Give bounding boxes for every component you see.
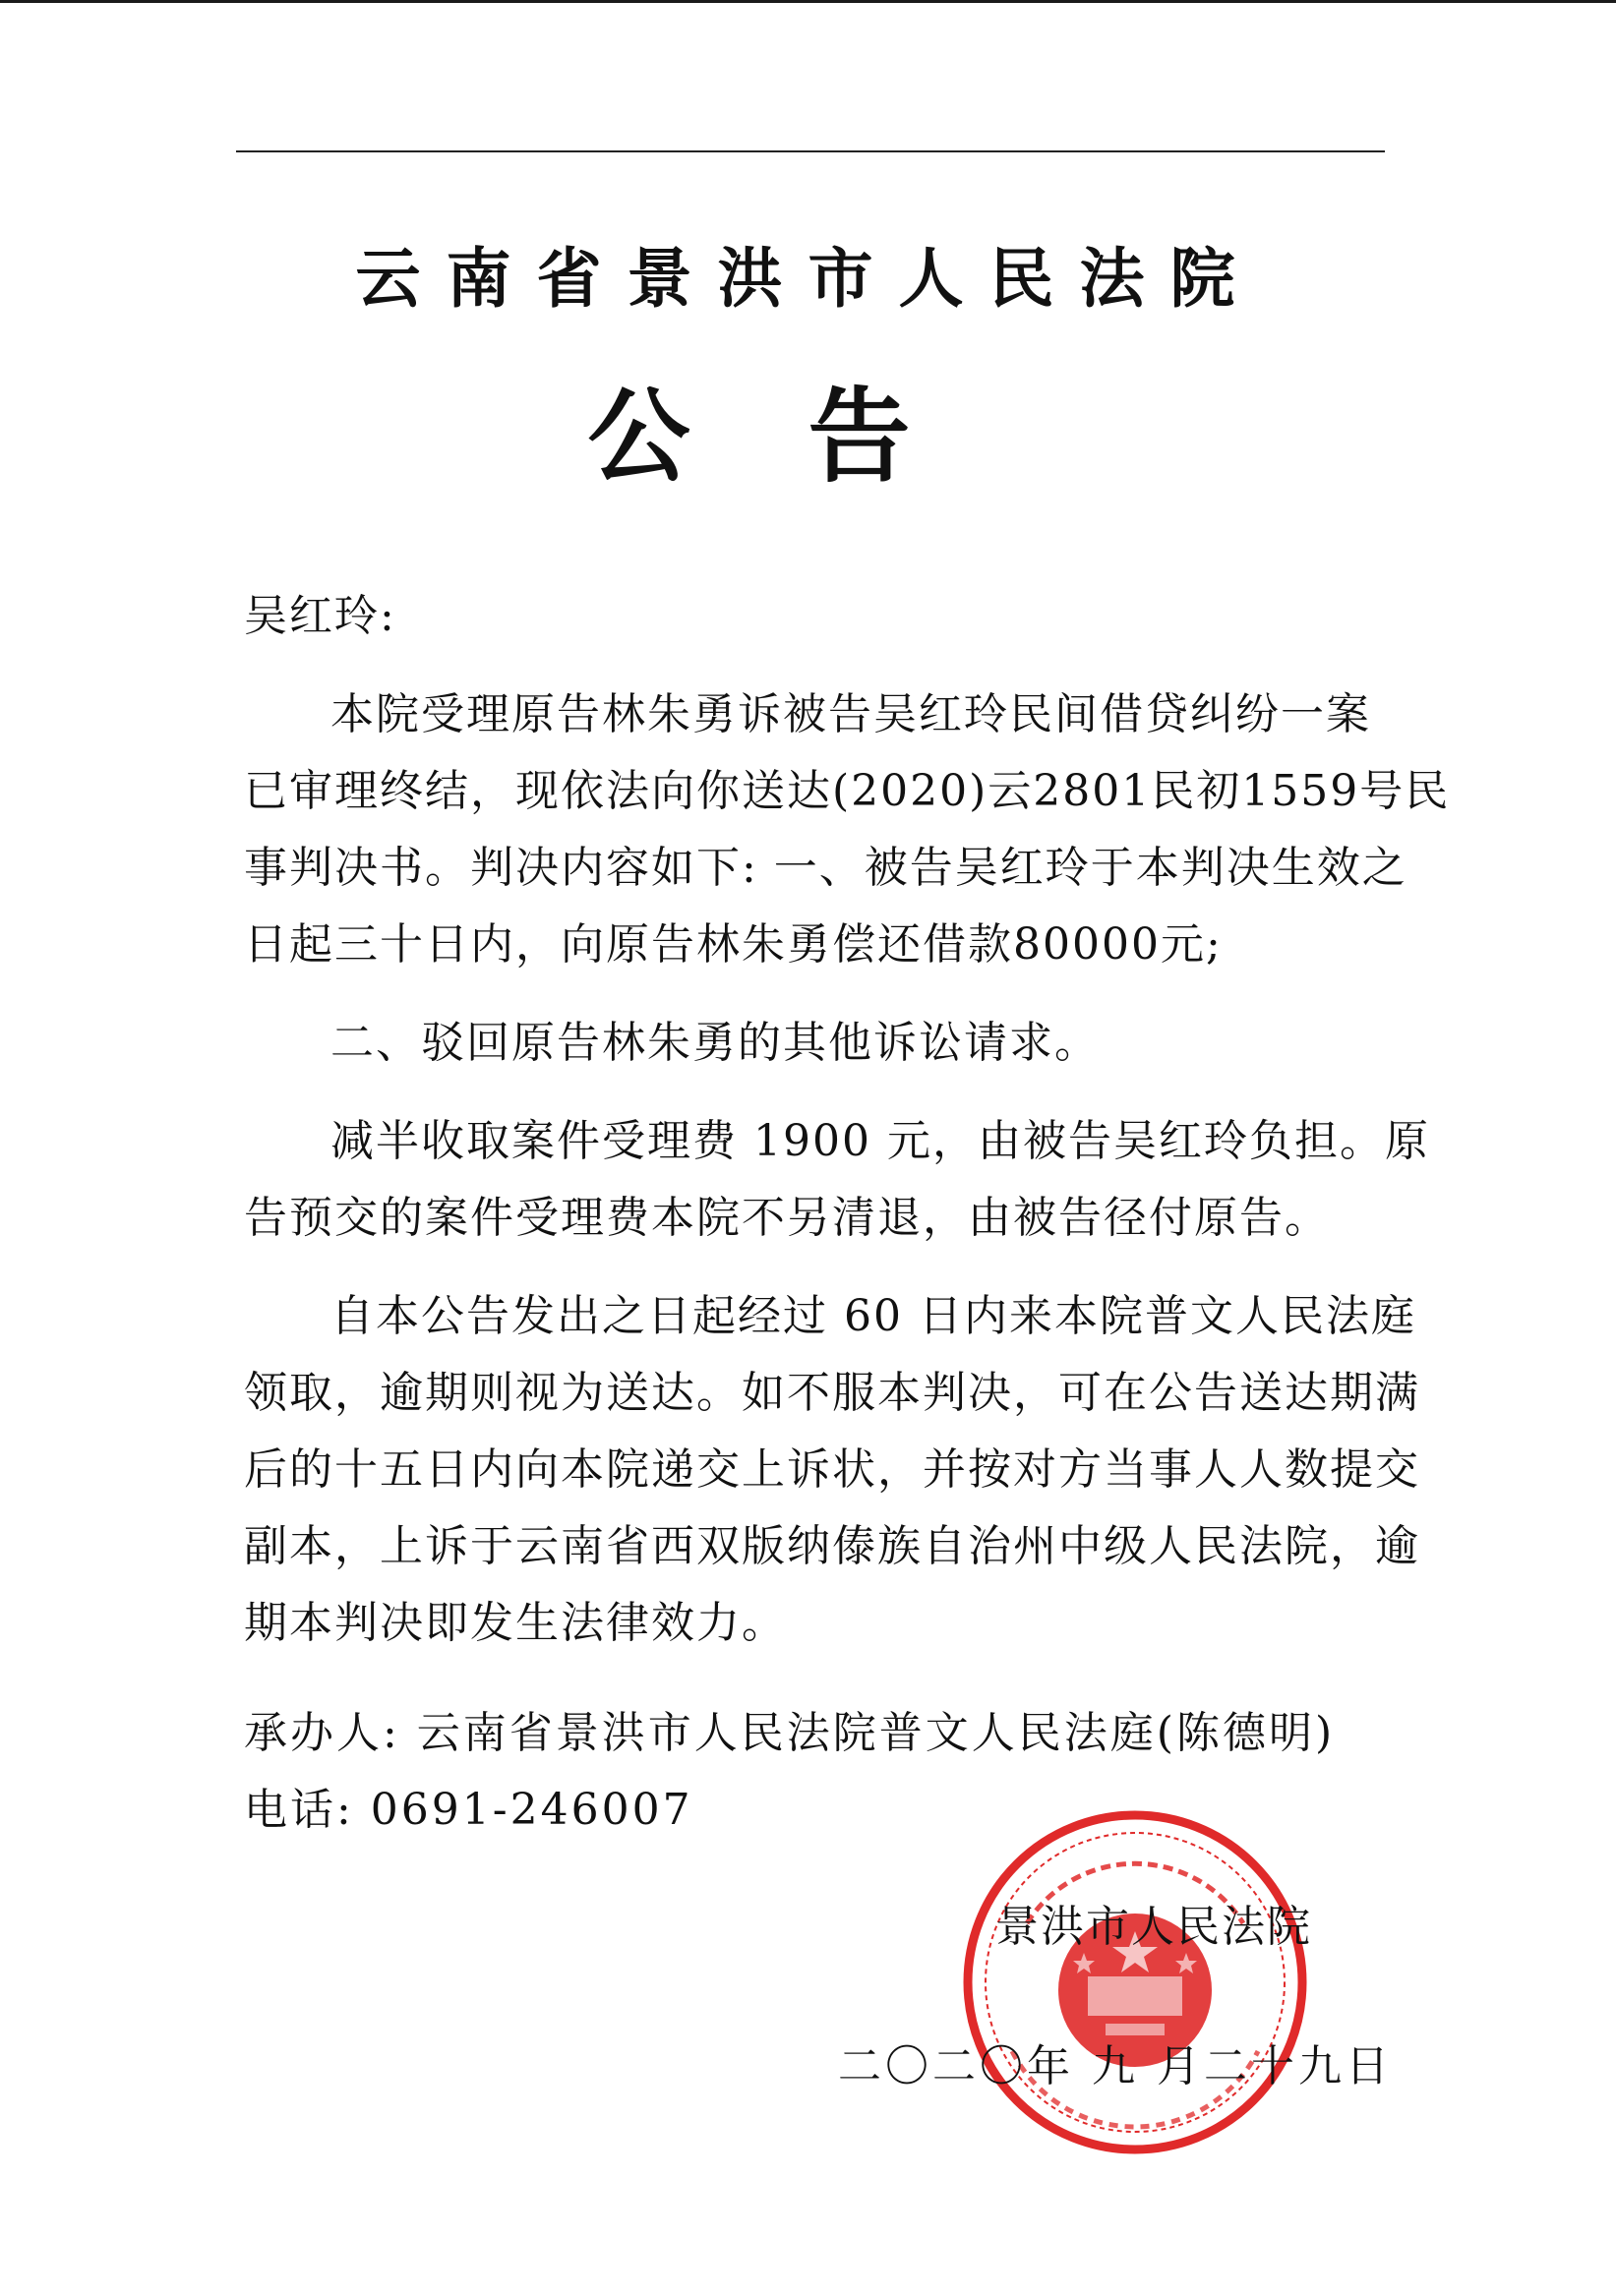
- paragraph-1: [244, 677, 1451, 983]
- notice-body: [244, 578, 1451, 1662]
- scan-top-edge: [0, 0, 1616, 3]
- paragraph-line: 副本，上诉于云南省西双版纳傣族自治州中级人民法院，逾: [244, 1521, 1420, 1571]
- paragraph-line: 二、驳回原告林朱勇的其他诉讼请求。: [330, 1018, 1100, 1068]
- paragraph-line: 已审理终结，现依法向你送达(2020)云2801民初1559号民: [244, 766, 1451, 816]
- paragraph-line: 本院受理原告林朱勇诉被告吴红玲民间借贷纠纷一案: [330, 689, 1371, 739]
- paragraph-line: 减半收取案件受理费 1900 元，由被告吴红玲负担。原: [330, 1116, 1430, 1166]
- paragraph-line: 自本公告发出之日起经过 60 日内来本院普文人民法庭: [330, 1291, 1416, 1341]
- addressee: 吴红玲:: [244, 591, 396, 641]
- signature-court-name: 景洪市人民法院: [995, 1902, 1312, 1952]
- paragraph-4: [244, 1278, 1420, 1662]
- paragraph-2: [244, 1005, 1385, 1082]
- paragraph-line: 日起三十日内，向原告林朱勇偿还借款80000元;: [244, 919, 1223, 970]
- signature-date: 二〇二〇年 九 月二十九日: [838, 2041, 1393, 2091]
- paragraph-line: 领取，逾期则视为送达。如不服本判决，可在公告送达期满: [244, 1368, 1420, 1418]
- court-name-heading: 云南省景洪市人民法院: [355, 241, 1261, 317]
- paragraph-3: [244, 1103, 1430, 1257]
- paragraph-line: 告预交的案件受理费本院不另清退，由被告径付原告。: [244, 1193, 1330, 1243]
- court-seal-stamp: [958, 1805, 1312, 2159]
- document-title: 公告: [587, 377, 1029, 497]
- handler-line: 承办人: 云南省景洪市人民法院普文人民法庭(陈德明): [244, 1708, 1336, 1758]
- paragraph-line: 后的十五日内向本院递交上诉状，并按对方当事人人数提交: [244, 1444, 1420, 1495]
- phone-line: 电话: 0691-246007: [244, 1785, 693, 1835]
- header-rule: [236, 150, 1385, 152]
- paragraph-line: 事判决书。判决内容如下: 一、被告吴红玲于本判决生效之: [244, 843, 1407, 893]
- paragraph-line: 期本判决即发生法律效力。: [244, 1598, 787, 1648]
